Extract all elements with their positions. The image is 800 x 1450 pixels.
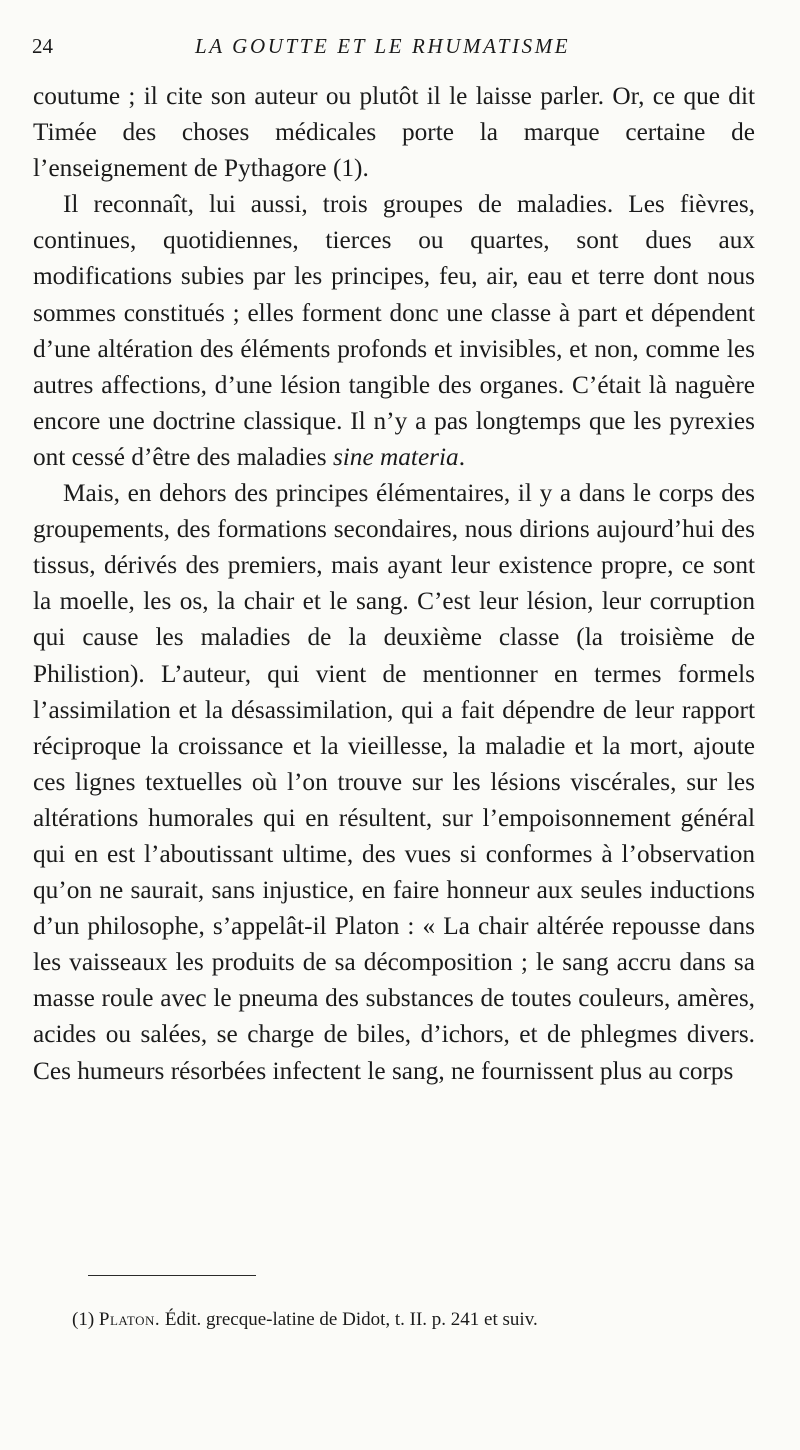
body-text — [33, 78, 755, 1089]
page-number: 24 — [32, 34, 53, 58]
paragraph-tissues: Mais, en dehors des principes élémentaires, il y a dans le corps des groupements, des formations secondaires, nous dirions aujourd’hui des tissus, dérivés des premiers, mais ayant leur existence propre, ce sont la moelle, les os, la chair et le sang. C’est leur lésion, leur corruption qui cause les maladies de la deuxième classe (la troisième de Philistion). L’auteur, qui vient de mentionner en termes formels l’assimilation et la désassimilation, qui a fait dépendre de leur rapport réciproque la croissance et la vieillesse, la maladie et la mort, ajoute ces lignes textuelles où l’on trouve sur les lésions viscérales, sur les altérations humorales qui en résultent, sur l’empoisonnement général qui en est l’aboutissant ultime, des vues si conformes à l’observation qu’on ne saurait, sans injustice, en faire honneur aux seules inductions d’un philosophe, s’appelât-il Platon : « La chair altérée repousse dans les vaisseaux les produits de sa décomposition ; le sang accru dans sa masse roule avec le pneuma des substances de toutes couleurs, amères, acides ou salées, se charge de biles, d’ichors, et de phlegmes divers. Ces humeurs résorbées infectent le sang, ne fournissent plus au corps — [33, 479, 755, 1085]
paragraph-fevers-end: . — [458, 442, 466, 471]
paragraph-continued: coutume ; il cite son auteur ou plutôt il le laisse parler. Or, ce que dit Timée des choses médicales porte la marque certaine de l’enseignement de Pythagore (1). — [33, 82, 755, 183]
footnote-marker: (1) — [72, 1309, 95, 1330]
running-head — [0, 34, 800, 64]
footnote — [72, 1306, 772, 1334]
footnote-rule — [88, 1275, 256, 1276]
latin-phrase: sine materia — [332, 442, 459, 471]
paragraph-fevers-text: Il reconnaît, lui aussi, trois groupes de maladies. Les fièvres, continues, quotidiennes, tierces ou quartes, sont dues aux modifications subies par les principes, feu, air, eau et terre dont nous sommes constitués ; elles forment donc une classe à part et dépendent d’une altération des éléments profonds et invisibles, et non, comme les autres affections, d’une lésion tangible des organes. C’était là naguère encore une doctrine classique. Il n’y a pas longtemps que les pyrexies ont cessé d’être des maladies — [33, 190, 755, 471]
paragraph-fevers — [33, 186, 755, 475]
footnote-text: Édit. grecque-latine de Didot, t. II. p. 241 et suiv. — [164, 1309, 538, 1330]
footnote-author: Platon. — [98, 1309, 161, 1330]
running-title: LA GOUTTE ET LE RHUMATISME — [195, 34, 571, 58]
